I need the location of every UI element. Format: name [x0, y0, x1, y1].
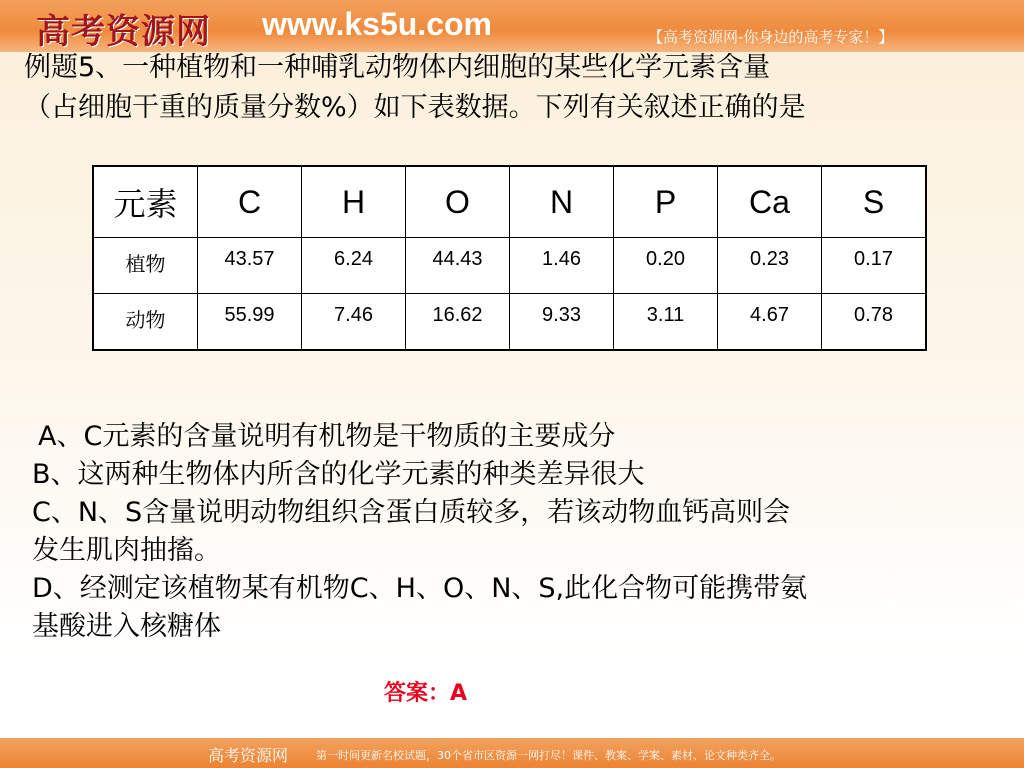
- table-header-row: [93, 166, 926, 238]
- table-cell: 3.11: [614, 294, 718, 350]
- option-c-continued[interactable]: 发生肌肉抽搐。: [32, 535, 221, 566]
- site-slogan: 【高考资源网-你身边的高考专家！】: [648, 28, 894, 46]
- table-header-cell: H: [302, 166, 406, 238]
- table-header-cell: Ca: [718, 166, 822, 238]
- table-header-cell: S: [822, 166, 927, 238]
- option-c[interactable]: C、N、S含量说明动物组织含蛋白质较多，若该动物血钙高则会: [32, 497, 791, 528]
- table-header-cell: 元素: [93, 166, 198, 238]
- question-text: [24, 48, 1014, 128]
- table-header-cell: N: [510, 166, 614, 238]
- table-row-animal: [93, 294, 926, 350]
- table-header-cell: P: [614, 166, 718, 238]
- table-cell: 0.23: [718, 238, 822, 294]
- option-d[interactable]: D、经测定该植物某有机物C、H、O、N、S,此化合物可能携带氨: [32, 573, 808, 604]
- row-label: 植物: [93, 238, 198, 294]
- table-cell: 16.62: [406, 294, 510, 350]
- table-cell: 9.33: [510, 294, 614, 350]
- table-cell: 43.57: [198, 238, 302, 294]
- answer-text: 答案：A: [384, 681, 468, 706]
- table-cell: 4.67: [718, 294, 822, 350]
- question-line-2: （占细胞干重的质量分数%）如下表数据。下列有关叙述正确的是: [24, 92, 806, 123]
- table-cell: 55.99: [198, 294, 302, 350]
- option-d-continued[interactable]: 基酸进入核糖体: [32, 611, 221, 642]
- table-cell: 7.46: [302, 294, 406, 350]
- answer-options: [32, 418, 1017, 646]
- table-header-cell: C: [198, 166, 302, 238]
- table-cell: 6.24: [302, 238, 406, 294]
- footer-brand[interactable]: 高考资源网: [208, 746, 289, 765]
- table-row-plant: [93, 238, 926, 294]
- table-cell: 0.78: [822, 294, 927, 350]
- table-header-cell: O: [406, 166, 510, 238]
- row-label: 动物: [93, 294, 198, 350]
- option-b[interactable]: B、这两种生物体内所含的化学元素的种类差异很大: [32, 459, 645, 490]
- table-cell: 0.17: [822, 238, 927, 294]
- header-bar: [0, 0, 1024, 52]
- site-url[interactable]: www.ks5u.com: [262, 6, 492, 42]
- site-logo[interactable]: 高考资源网: [36, 12, 211, 52]
- table-cell: 44.43: [406, 238, 510, 294]
- footer-tagline: 第一时间更新名校试题，30个省市区资源一网打尽！课件、教案、学案、素材、论文种类齐全。: [316, 749, 781, 762]
- question-line-1: 例题5、一种植物和一种哺乳动物体内细胞的某些化学元素含量: [24, 52, 771, 83]
- footer-bar: [0, 738, 1024, 768]
- table-cell: 1.46: [510, 238, 614, 294]
- element-content-table: [92, 165, 927, 351]
- table-cell: 0.20: [614, 238, 718, 294]
- option-a[interactable]: A、C元素的含量说明有机物是干物质的主要成分: [38, 421, 616, 452]
